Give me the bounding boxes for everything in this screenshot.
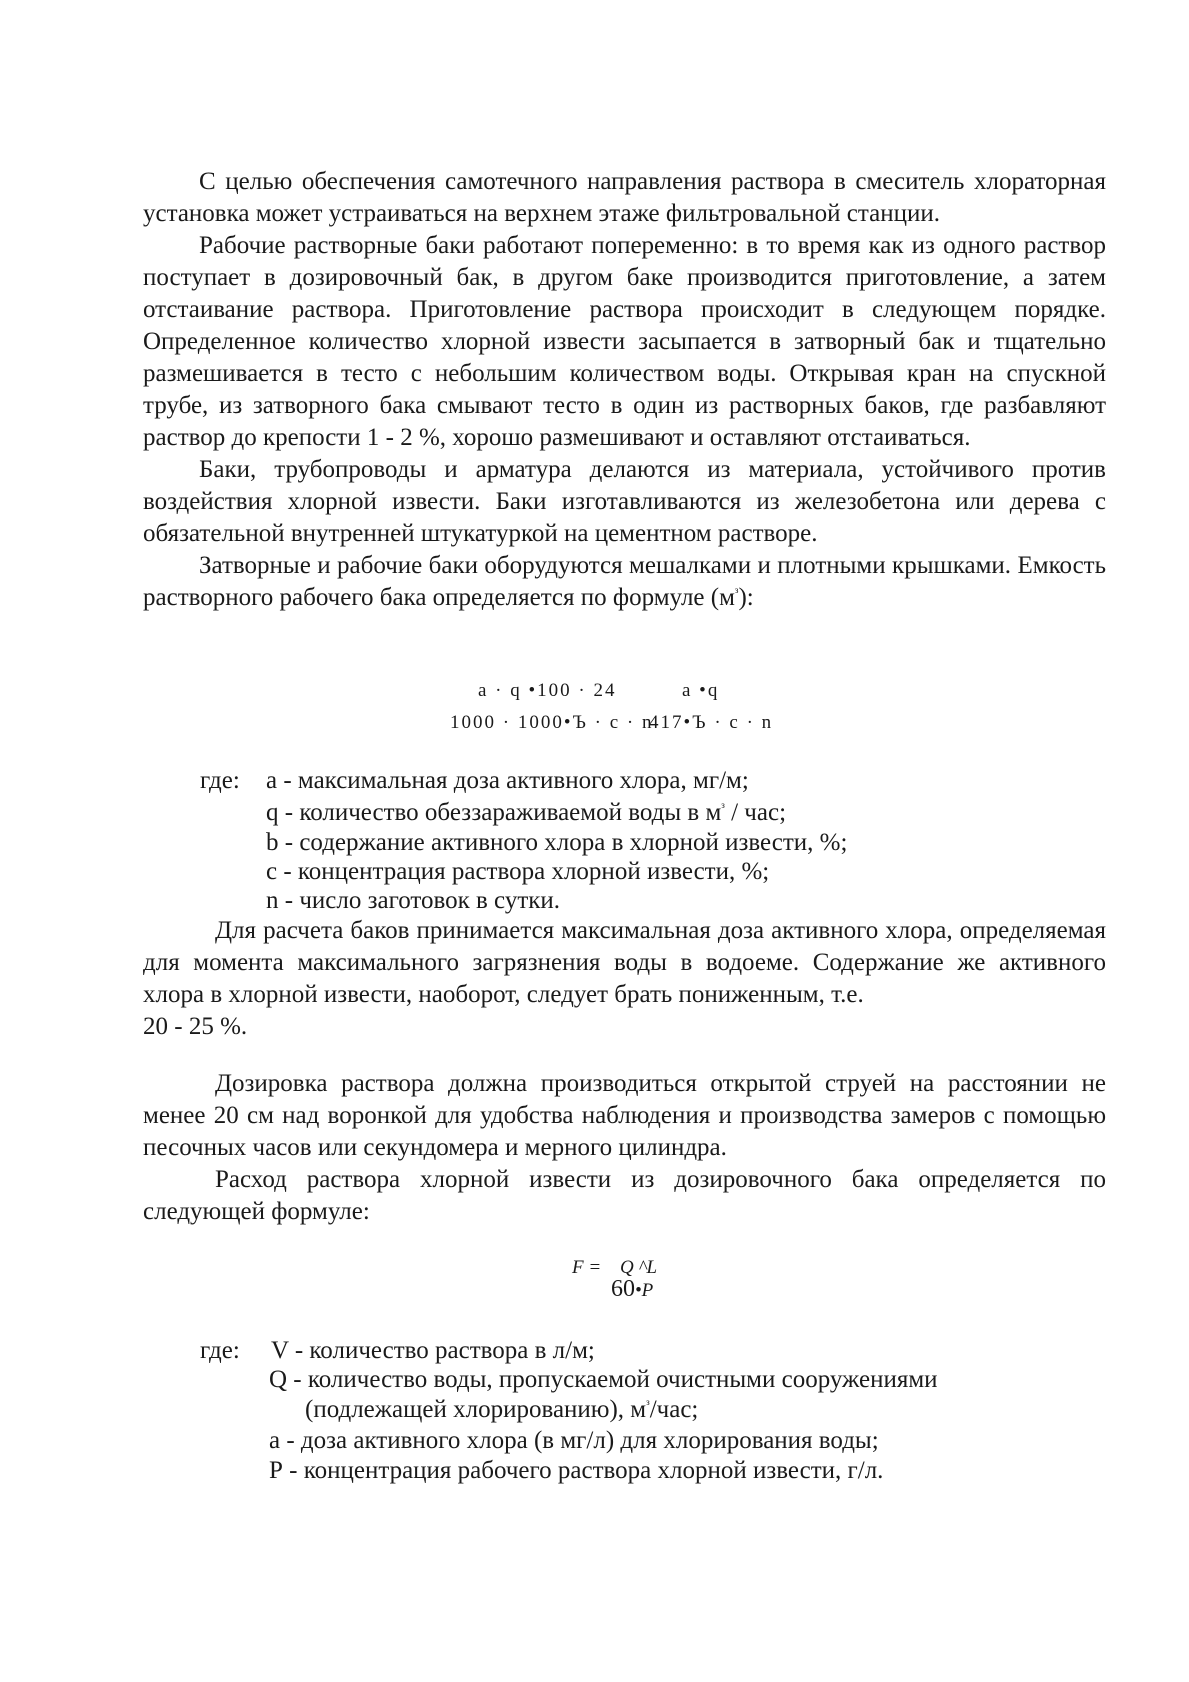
- variable-q: q - количество обеззараживаемой воды в $м^з$ / час;: [266, 799, 787, 826]
- where-label-1: где:: [200, 767, 240, 794]
- formula1-numerator-left: а · q •100 · 24: [478, 680, 617, 701]
- variable-v: V - количество раствора в л/м;: [271, 1337, 595, 1364]
- variable-q-line1: Q - количество воды, пропускаемой очистными сооружениями: [269, 1366, 938, 1393]
- variable-q-line2: (подлежащей хлорированию), $м^з$/час;: [305, 1396, 699, 1423]
- variable-c: с - концентрация раствора хлорной извести, %;: [266, 858, 770, 885]
- paragraph-consumption: Расход раствора хлорной извести из дозировочного бака определяется по следующей формуле:: [143, 1166, 1106, 1225]
- paragraph-dosing: Дозировка раствора должна производиться открытой струей на расстоянии не менее 20 см над воронкой для удобства наблюдения и производства замеров с помощью песочных часов или секундомера и мерного цилиндра.: [143, 1070, 1106, 1161]
- variable-a: а - максимальная доза активного хлора, мг/м;: [266, 767, 749, 794]
- where-label-2: где:: [200, 1337, 240, 1364]
- formula1-denominator-left: 1000 · 1000•Ъ · с · n: [450, 712, 654, 733]
- paragraph-block-2: [143, 915, 1106, 1043]
- paragraph-block-1: [143, 166, 1106, 614]
- paragraph-materials: Баки, трубопроводы и арматура делаются из материала, устойчивого против воздействия хлорной извести. Баки изготавливаются из железобетона или дерева с обязательной внутренней штукатуркой на цементном растворе.: [143, 456, 1106, 547]
- formula2-denominator: 60•P: [611, 1276, 654, 1302]
- paragraph-capacity: Затворные и рабочие баки оборудуются мешалками и плотными крышками. Емкость растворного рабочего бака определяется по формуле $(м^з)$:: [143, 552, 1106, 611]
- formula2-numerator: Q ^L: [620, 1257, 658, 1278]
- paragraph-working-tanks: Рабочие растворные баки работают попеременно: в то время как из одного раствор поступает в дозировочный бак, в другом баке производится приготовление, а затем отстаивание раствора. Приготовление раствора происходит в следующем порядке. Определенное количество хлорной извести засыпается в затворный бак и тщательно размешивается в тесто с небольшим количеством воды. Открывая кран на спускной трубе, из затворного бака смывают тесто в один из растворных баков, где разбавляют раствор до крепости 1 - 2 %, хорошо размешивают и оставляют отстаиваться.: [143, 232, 1106, 451]
- variable-b: b - содержание активного хлора в хлорной извести, %;: [266, 829, 848, 856]
- variable-p: Р - концентрация рабочего раствора хлорной извести, г/л.: [269, 1457, 884, 1484]
- paragraph-calculation: Для расчета баков принимается максимальная доза активного хлора, определяемая для момента максимального загрязнения воды в водоеме. Содержание же активного хлора в хлорной извести, наоборот, следует брать пониженным, т.е.: [143, 917, 1106, 1008]
- paragraph-purpose: С целью обеспечения самотечного направления раствора в смеситель хлораторная установка может устраиваться на верхнем этаже фильтровальной станции.: [143, 168, 1106, 227]
- variable-n: n - число заготовок в сутки.: [266, 887, 561, 914]
- variable-a-dose: а - доза активного хлора (в мг/л) для хлорирования воды;: [269, 1427, 879, 1454]
- formula1-denominator-right: 417•Ъ · с · n: [649, 712, 774, 733]
- formula2-left: F =: [572, 1257, 602, 1278]
- formula1-numerator-right: а •q: [682, 680, 720, 701]
- paragraph-block-3: [143, 1068, 1106, 1228]
- paragraph-percent-range: 20 - 25 %.: [143, 1013, 248, 1040]
